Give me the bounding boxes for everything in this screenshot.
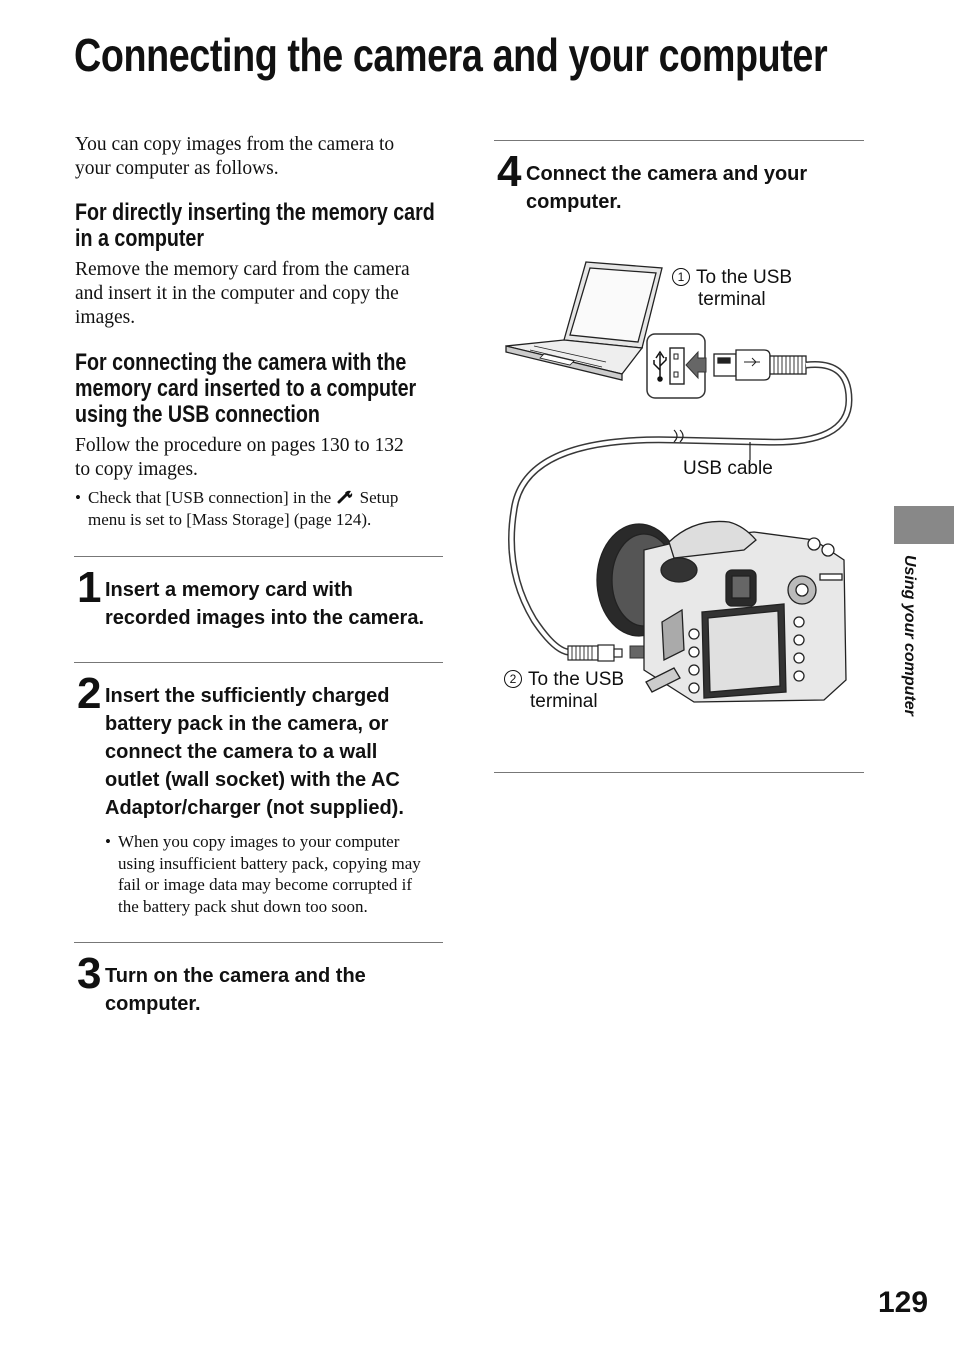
section2-heading [75,350,491,428]
step-line: Adaptor/charger (not supplied). [105,797,404,819]
step-line: connect the camera to a wall [105,741,378,763]
step-line: battery pack in the camera, or [105,713,389,735]
section1-body [75,258,410,330]
note-text: Setup [359,488,399,507]
intro-line: You can copy images from the camera to [75,134,395,155]
intro-paragraph [75,133,394,181]
divider [494,140,864,141]
step-line: Insert a memory card with [105,579,353,601]
body-line: Remove the memory card from the camera [75,259,410,280]
heading-line: in a computer [75,225,205,252]
note-line: When you copy images to your computer [118,832,400,851]
step-1-text [105,576,424,632]
circled-number: 2 [504,670,522,688]
note-text: menu is set to [Mass Storage] (page 124). [88,509,372,529]
note-line: the battery pack shut down too soon. [118,896,368,916]
note-text: Check that [USB connection] in the [88,488,332,507]
laptop-illustration [506,262,662,380]
step-line: computer. [105,993,201,1015]
step-number: 2 [77,669,102,718]
side-tab-label: Using your computer [901,555,918,716]
step-line: computer. [526,191,622,213]
divider [74,662,443,663]
step-line: recorded images into the camera. [105,607,425,629]
step-2-note [105,831,450,917]
section2-note [75,487,445,530]
step-line: Connect the camera and your [526,163,808,185]
connection-illustration [494,250,874,730]
label-usb-terminal-1 [672,267,792,311]
bullet: • [105,832,111,851]
body-line: and insert it in the computer and copy the [75,283,399,304]
wrench-setup-icon [337,490,353,504]
divider [74,556,443,557]
step-4-text [526,160,807,216]
usb-plug [714,350,806,380]
note-line: using insufficient battery pack, copying may [118,853,421,873]
side-tab [894,506,954,544]
step-line: outlet (wall socket) with the AC [105,769,400,791]
step-line: Turn on the camera and the [105,965,366,987]
body-line: images. [75,307,136,328]
divider [74,942,443,943]
step-number: 3 [77,949,102,998]
divider [494,772,864,773]
intro-line: your computer as follows. [75,158,279,179]
camera-illustration [597,521,846,702]
section1-heading [75,200,514,252]
label-usb-terminal-2 [504,669,624,713]
label-line: terminal [698,289,766,310]
page-title: Connecting the camera and your computer [74,29,828,81]
circled-number: 1 [672,268,690,286]
label-line: terminal [530,691,598,712]
note-line: fail or image data may become corrupted if [118,875,413,894]
heading-line: For directly inserting the memory card [75,199,435,226]
section2-body [75,434,404,482]
step-2-text [105,682,404,822]
step-3-text [105,962,366,1018]
page-number: 129 [878,1286,929,1319]
heading-line: memory card inserted to a computer [75,375,417,402]
heading-line: For connecting the camera with the [75,349,407,376]
heading-line: using the USB connection [75,401,320,428]
step-line: Insert the sufficiently charged [105,685,390,707]
step-number: 4 [497,147,522,196]
body-line: to copy images. [75,459,198,480]
body-line: Follow the procedure on pages 130 to 132 [75,435,404,456]
step-number: 1 [77,563,102,612]
bullet: • [75,488,81,507]
usb-cable-label: USB cable [683,458,773,479]
label-line: To the USB [528,669,625,690]
label-line: To the USB [696,267,793,288]
mini-usb-plug [568,645,622,661]
